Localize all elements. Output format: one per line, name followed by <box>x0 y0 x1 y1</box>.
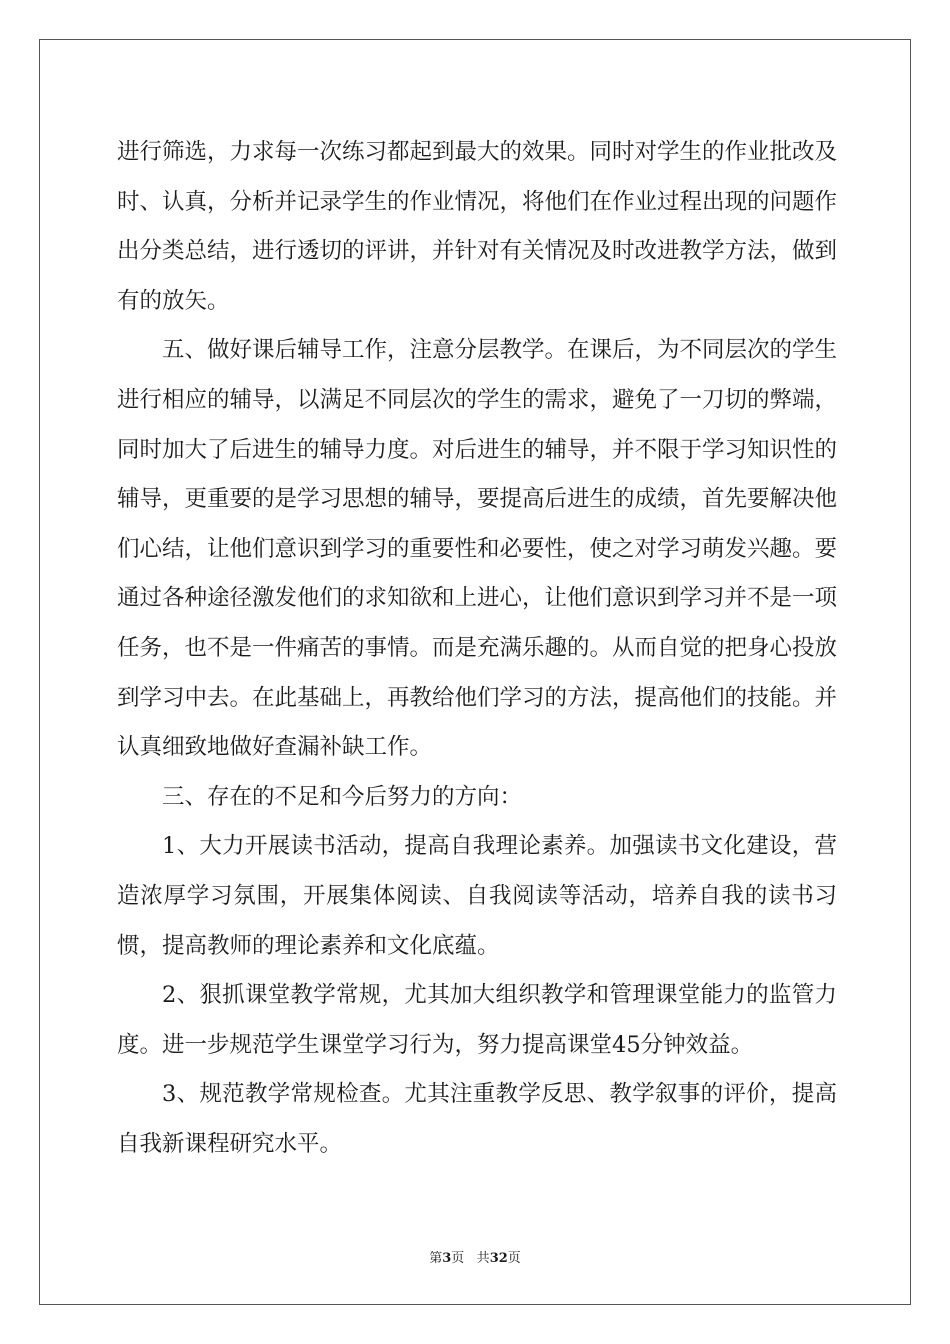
footer-page-suffix: 页 <box>451 1251 465 1266</box>
footer-total-number: 32 <box>489 1251 508 1266</box>
footer-total-suffix: 页 <box>507 1251 521 1266</box>
document-body <box>117 128 837 1169</box>
section-heading: 三、存在的不足和今后努力的方向： <box>162 783 523 810</box>
paragraph-item-3: 3、规范教学常规检查。尤其注重教学反思、教学叙事的评价，提高自我新课程研究水平。 <box>117 1081 837 1157</box>
page-footer <box>0 1247 950 1266</box>
paragraph-2: 五、做好课后辅导工作，注意分层教学。在课后，为不同层次的学生进行相应的辅导，以满足不同层次的学生的需求，避免了一刀切的弊端，同时加大了后进生的辅导力度。对后进生的辅导，并不限于学习知识性的辅导，更重要的是学习思想的辅导，要提高后进生的成绩，首先要解决他们心结，让他们意识到学习的重要性和必要性，使之对学习萌发兴趣。要通过各种途径激发他们的求知欲和上进心，让他们意识到学习并不是一项任务，也不是一件痛苦的事情。而是充满乐趣的。从而自觉的把身心投放到学习中去。在此基础上，再教给他们学习的方法，提高他们的技能。并认真细致地做好查漏补缺工作。 <box>117 337 838 761</box>
footer-total-prefix: 共 <box>476 1251 490 1266</box>
paragraph-1: 进行筛选，力求每一次练习都起到最大的效果。同时对学生的作业批改及时、认真，分析并记录学生的作业情况，将他们在作业过程出现的问题作出分类总结，进行透切的评讲，并针对有关情况及时改进教学方法，做到有的放矢。 <box>117 139 838 314</box>
footer-page-number: 3 <box>442 1251 452 1266</box>
paragraph-item-2: 2、狠抓课堂教学常规，尤其加大组织教学和管理课堂能力的监管力度。进一步规范学生课堂学习行为，努力提高课堂45分钟效益。 <box>117 982 837 1058</box>
footer-page-prefix: 第 <box>429 1251 443 1266</box>
paragraph-item-1: 1、大力开展读书活动，提高自我理论素养。加强读书文化建设，营造浓厚学习氛围，开展集体阅读、自我阅读等活动，培养自我的读书习惯，提高教师的理论素养和文化底蕴。 <box>117 833 837 959</box>
